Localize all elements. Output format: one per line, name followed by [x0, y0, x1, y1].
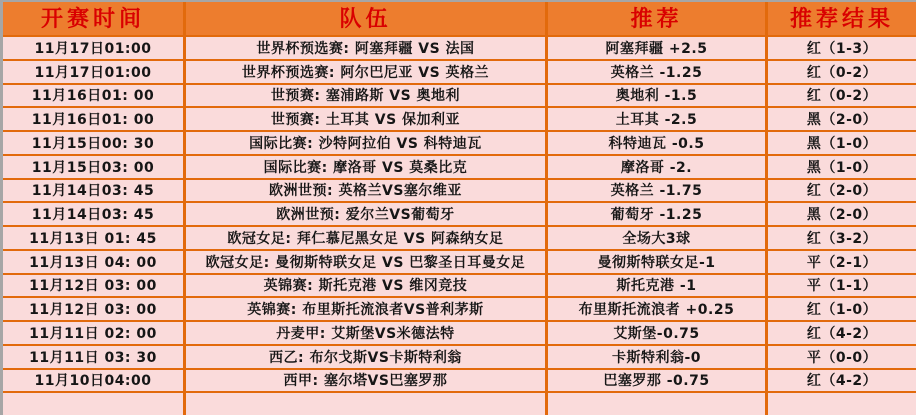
table-row — [3, 83, 916, 107]
result-cell: 红（4-2） — [806, 373, 878, 390]
table-row — [3, 368, 916, 392]
recommendation-cell: 曼彻斯特联女足-1 — [548, 251, 768, 273]
recommendation-cell: 巴塞罗那 -0.75 — [548, 370, 768, 392]
result-cell: 平（2-1） — [806, 254, 878, 271]
recommendation-cell: 斯托克港 -1 — [548, 275, 768, 297]
teams-cell: 英锦赛: 斯托克港 VS 维冈竞技 — [186, 275, 548, 297]
result-cell: 红（0-2） — [806, 64, 878, 81]
teams-cell: 欧冠女足: 拜仁慕尼黑女足 VS 阿森纳女足 — [186, 227, 548, 249]
time-cell — [3, 393, 186, 415]
time-cell: 11月15日03: 00 — [3, 156, 186, 178]
table-row — [3, 178, 916, 202]
result-cell: 黑（2-0） — [806, 207, 878, 224]
time-cell: 11月15日00: 30 — [3, 132, 186, 154]
time-cell: 11月12日 03: 00 — [3, 298, 186, 320]
table-header-row — [3, 2, 916, 35]
time-cell: 11月12日 03: 00 — [3, 275, 186, 297]
result-cell: 红（0-2） — [806, 88, 878, 105]
recommendation-cell: 卡斯特利翁-0 — [548, 346, 768, 368]
table-row — [3, 320, 916, 344]
time-cell: 11月14日03: 45 — [3, 203, 186, 225]
recommendation-cell: 英格兰 -1.75 — [548, 180, 768, 202]
teams-cell: 丹麦甲: 艾斯堡VS米德法特 — [186, 322, 548, 344]
teams-cell: 世预赛: 塞浦路斯 VS 奥地利 — [186, 85, 548, 107]
recommendation-cell: 布里斯托流浪者 +0.25 — [548, 298, 768, 320]
teams-cell: 欧洲世预: 英格兰VS塞尔维亚 — [186, 180, 548, 202]
table-row — [3, 154, 916, 178]
table-row — [3, 130, 916, 154]
recommendation-cell: 阿塞拜疆 +2.5 — [548, 37, 768, 59]
time-cell: 11月14日03: 45 — [3, 180, 186, 202]
recommendation-cell — [548, 393, 768, 415]
recommendation-cell: 摩洛哥 -2. — [548, 156, 768, 178]
result-cell: 红（3-2） — [806, 230, 878, 247]
result-cell: 红（2-0） — [806, 183, 878, 200]
recommendation-cell: 葡萄牙 -1.25 — [548, 203, 768, 225]
teams-cell: 国际比赛: 沙特阿拉伯 VS 科特迪瓦 — [186, 132, 548, 154]
result-cell: 红（4-2） — [806, 325, 878, 342]
teams-cell: 世界杯预选赛: 阿尔巴尼亚 VS 英格兰 — [186, 61, 548, 83]
result-cell: 红（1-0） — [806, 302, 878, 319]
result-cell: 黑（1-0） — [806, 135, 878, 152]
table-row — [3, 391, 916, 415]
recommendation-cell: 英格兰 -1.25 — [548, 61, 768, 83]
recommendation-cell: 科特迪瓦 -0.5 — [548, 132, 768, 154]
table-row — [3, 106, 916, 130]
result-cell — [768, 393, 916, 415]
table-row — [3, 201, 916, 225]
result-cell: 平（1-1） — [806, 278, 878, 295]
teams-cell: 英锦赛: 布里斯托流浪者VS普利茅斯 — [186, 298, 548, 320]
recommendation-cell: 奥地利 -1.5 — [548, 85, 768, 107]
table-row — [3, 296, 916, 320]
table-row — [3, 35, 916, 59]
teams-cell: 世预赛: 土耳其 VS 保加利亚 — [186, 108, 548, 130]
result-cell: 黑（2-0） — [806, 112, 878, 129]
result-cell: 黑（1-0） — [806, 159, 878, 176]
time-cell: 11月16日01: 00 — [3, 108, 186, 130]
table-body — [3, 35, 916, 415]
result-cell: 平（0-0） — [806, 349, 878, 366]
teams-cell: 世界杯预选赛: 阿塞拜疆 VS 法国 — [186, 37, 548, 59]
recommendation-cell: 全场大3球 — [548, 227, 768, 249]
result-cell: 红（1-3） — [806, 40, 878, 57]
header-start-time: 开赛时间 — [3, 2, 186, 35]
table-row — [3, 344, 916, 368]
time-cell: 11月13日 01: 45 — [3, 227, 186, 249]
time-cell: 11月17日01:00 — [3, 37, 186, 59]
header-result: 推荐结果 — [789, 7, 894, 32]
teams-cell: 欧洲世预: 爱尔兰VS葡萄牙 — [186, 203, 548, 225]
teams-cell: 国际比赛: 摩洛哥 VS 莫桑比克 — [186, 156, 548, 178]
teams-cell: 西甲: 塞尔塔VS巴塞罗那 — [186, 370, 548, 392]
time-cell: 11月17日01:00 — [3, 61, 186, 83]
time-cell: 11月10日04:00 — [3, 370, 186, 392]
table-row — [3, 225, 916, 249]
time-cell: 11月16日01: 00 — [3, 85, 186, 107]
time-cell: 11月11日 02: 00 — [3, 322, 186, 344]
table-row — [3, 273, 916, 297]
teams-cell: 西乙: 布尔戈斯VS卡斯特利翁 — [186, 346, 548, 368]
teams-cell: 欧冠女足: 曼彻斯特联女足 VS 巴黎圣日耳曼女足 — [186, 251, 548, 273]
header-recommendation: 推荐 — [548, 2, 768, 35]
header-teams: 队伍 — [186, 2, 548, 35]
time-cell: 11月13日 04: 00 — [3, 251, 186, 273]
table-row — [3, 59, 916, 83]
time-cell: 11月11日 03: 30 — [3, 346, 186, 368]
teams-cell — [186, 393, 548, 415]
recommendation-cell: 艾斯堡-0.75 — [548, 322, 768, 344]
recommendation-cell: 土耳其 -2.5 — [548, 108, 768, 130]
table-row — [3, 249, 916, 273]
